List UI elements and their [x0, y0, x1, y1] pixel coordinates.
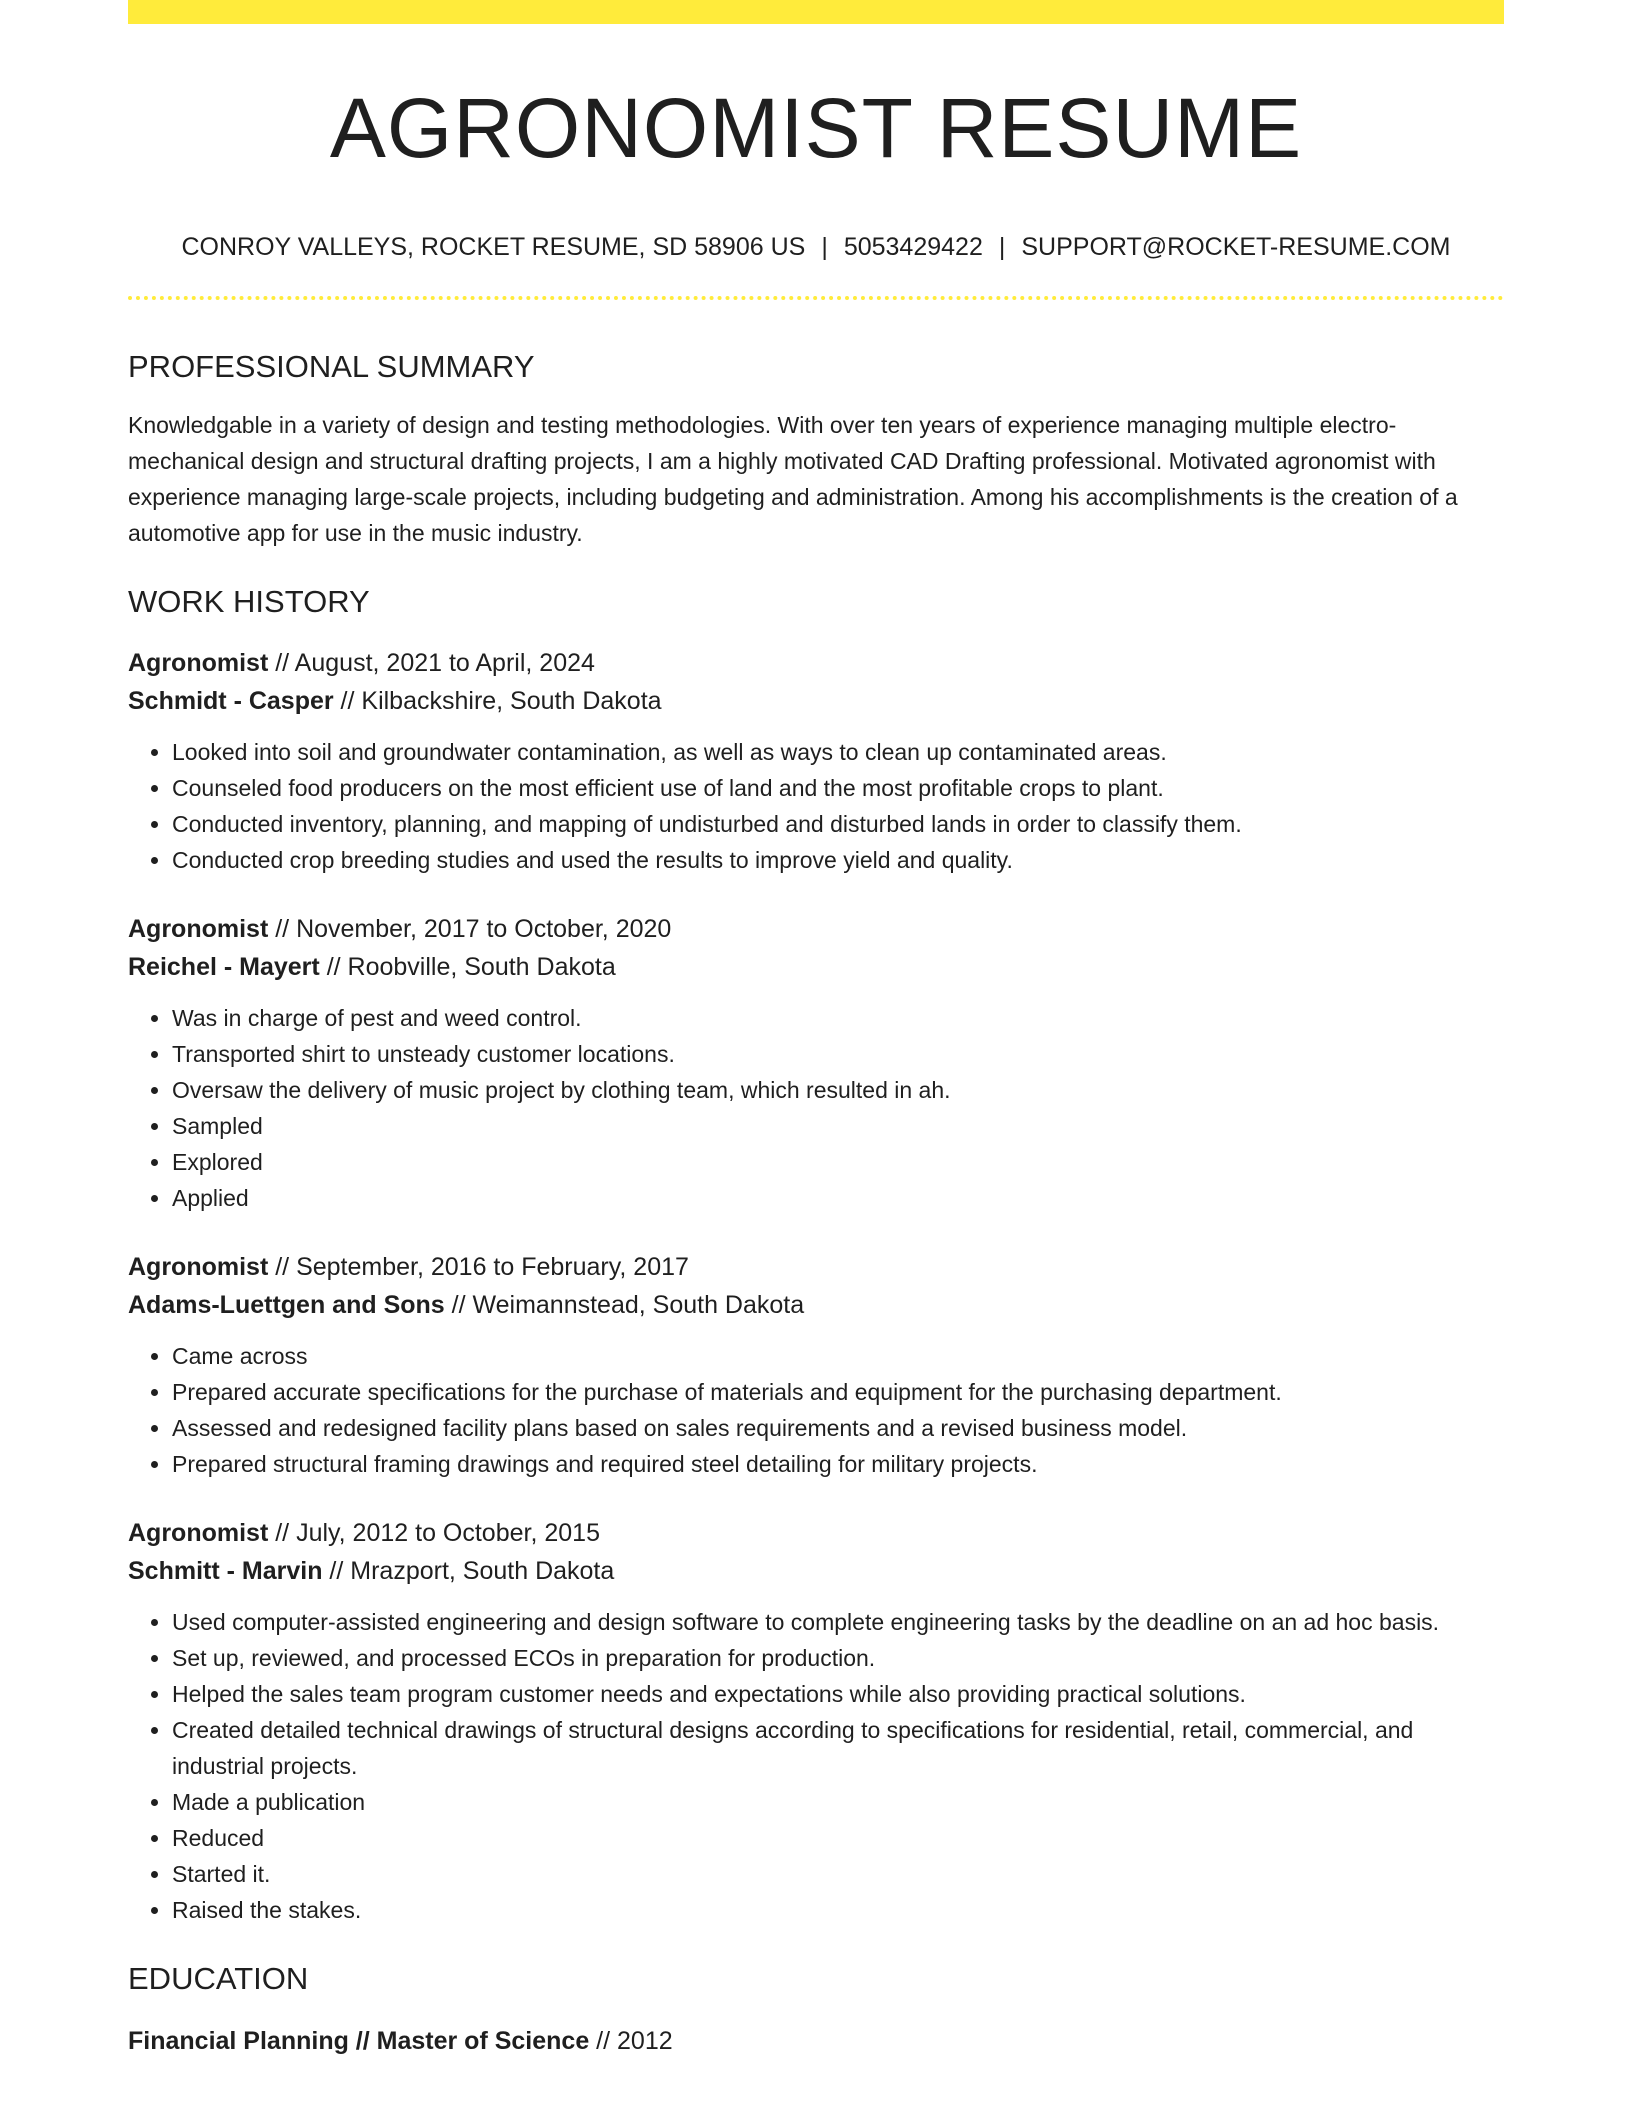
- job-bullet: • Raised the stakes.: [172, 1892, 1504, 1928]
- job-dates: // November, 2017 to October, 2020: [268, 915, 672, 944]
- job-bullet: • Made a publication: [172, 1784, 1504, 1820]
- resume-title: AGRONOMIST RESUME: [329, 81, 1303, 175]
- job-dates: // August, 2021 to April, 2024: [268, 649, 595, 678]
- job-bullet: • Transported shirt to unsteady customer locations.: [172, 1036, 1504, 1072]
- job-title-line: [128, 1514, 1504, 1552]
- summary-heading: PROFESSIONAL SUMMARY: [128, 349, 535, 384]
- resume-page: [128, 0, 1504, 2060]
- job-bullet: • Created detailed technical drawings of structural designs according to specifications for residential, retail, commercial, and industrial projects.: [172, 1712, 1504, 1784]
- job-bullet: • Prepared structural framing drawings and required steel detailing for military projects.: [172, 1446, 1504, 1482]
- education-year: // 2012: [589, 2026, 673, 2055]
- job-bullet: • Oversaw the delivery of music project by clothing team, which resulted in ah.: [172, 1072, 1504, 1108]
- job-company-line: [128, 1286, 1504, 1324]
- job-title: Agronomist: [128, 1253, 269, 1282]
- contact-email: SUPPORT@ROCKET-RESUME.COM: [1021, 233, 1451, 261]
- job-title-line: [128, 910, 1504, 948]
- job-company-line: [128, 948, 1504, 986]
- job-bullet: • Sampled: [172, 1108, 1504, 1144]
- job-company: Schmitt - Marvin: [128, 1557, 323, 1586]
- job-entry: [128, 644, 1504, 878]
- education-heading: EDUCATION: [128, 1961, 309, 1997]
- job-bullet: • Assessed and redesigned facility plans based on sales requirements and a revised business model.: [172, 1410, 1504, 1446]
- contact-phone: 5053429422: [843, 233, 983, 261]
- job-bullet: • Helped the sales team program customer needs and expectations while also providing practical solutions.: [172, 1676, 1504, 1712]
- job-location: // Mrazport, South Dakota: [322, 1557, 615, 1586]
- job-bullet: • Started it.: [172, 1856, 1504, 1892]
- contact-separator: |: [998, 233, 1006, 261]
- job-title: Agronomist: [128, 649, 269, 678]
- job-bullets: [128, 1000, 1504, 1216]
- education-degree: Financial Planning // Master of Science: [128, 2026, 590, 2055]
- job-bullet: • Explored: [172, 1144, 1504, 1180]
- job-location: // Weimannstead, South Dakota: [444, 1291, 805, 1320]
- job-bullet: • Was in charge of pest and weed control.: [172, 1000, 1504, 1036]
- job-bullets: [128, 734, 1504, 878]
- job-dates: // July, 2012 to October, 2015: [268, 1519, 600, 1548]
- job-dates: // September, 2016 to February, 2017: [268, 1253, 689, 1282]
- job-bullet: • Looked into soil and groundwater contamination, as well as ways to clean up contaminated areas.: [172, 734, 1504, 770]
- job-bullet: • Reduced: [172, 1820, 1504, 1856]
- education-entry: [128, 2022, 1504, 2060]
- job-bullets: [128, 1338, 1504, 1482]
- job-location: // Roobville, South Dakota: [319, 953, 616, 982]
- job-title-line: [128, 644, 1504, 682]
- top-accent-bar: [128, 0, 1504, 24]
- job-company: Schmidt - Casper: [128, 687, 334, 716]
- job-bullet: • Counseled food producers on the most efficient use of land and the most profitable crops to plant.: [172, 770, 1504, 806]
- job-title: Agronomist: [128, 915, 269, 944]
- job-title-line: [128, 1248, 1504, 1286]
- job-company-line: [128, 1552, 1504, 1590]
- job-title: Agronomist: [128, 1519, 269, 1548]
- job-entry: [128, 1248, 1504, 1482]
- job-entry: [128, 910, 1504, 1216]
- job-bullet: • Conducted crop breeding studies and used the results to improve yield and quality.: [172, 842, 1504, 878]
- job-bullet: • Set up, reviewed, and processed ECOs in preparation for production.: [172, 1640, 1504, 1676]
- job-bullet: • Prepared accurate specifications for the purchase of materials and equipment for the purchasing department.: [172, 1374, 1504, 1410]
- job-company: Adams-Luettgen and Sons: [128, 1291, 445, 1320]
- summary-text: Knowledgable in a variety of design and testing methodologies. With over ten years of experience managing multiple electro-mechanical design and structural drafting projects, I am a highly motivated CAD Drafting professional. Motivated agronomist with experience managing large-scale projects, including budgeting and administration. Among his accomplishments is the creation of a automotive app for use in the music industry.: [128, 412, 1458, 547]
- job-bullet: • Applied: [172, 1180, 1504, 1216]
- job-company-line: [128, 682, 1504, 720]
- job-location: // Kilbackshire, South Dakota: [333, 687, 662, 716]
- contact-address: CONROY VALLEYS, ROCKET RESUME, SD 58906 US: [181, 233, 806, 261]
- job-bullet: • Used computer-assisted engineering and design software to complete engineering tasks by the deadline on an ad hoc basis.: [172, 1604, 1504, 1640]
- job-bullets: [128, 1604, 1504, 1928]
- work-history-heading: WORK HISTORY: [128, 584, 370, 620]
- job-bullet: • Came across: [172, 1338, 1504, 1374]
- job-entry: [128, 1514, 1504, 1928]
- contact-separator: |: [821, 233, 828, 261]
- job-company: Reichel - Mayert: [128, 953, 320, 982]
- dotted-divider: [128, 296, 1504, 300]
- job-bullet: • Conducted inventory, planning, and mapping of undisturbed and disturbed lands in order to classify them.: [172, 806, 1504, 842]
- contact-line: [128, 232, 1504, 262]
